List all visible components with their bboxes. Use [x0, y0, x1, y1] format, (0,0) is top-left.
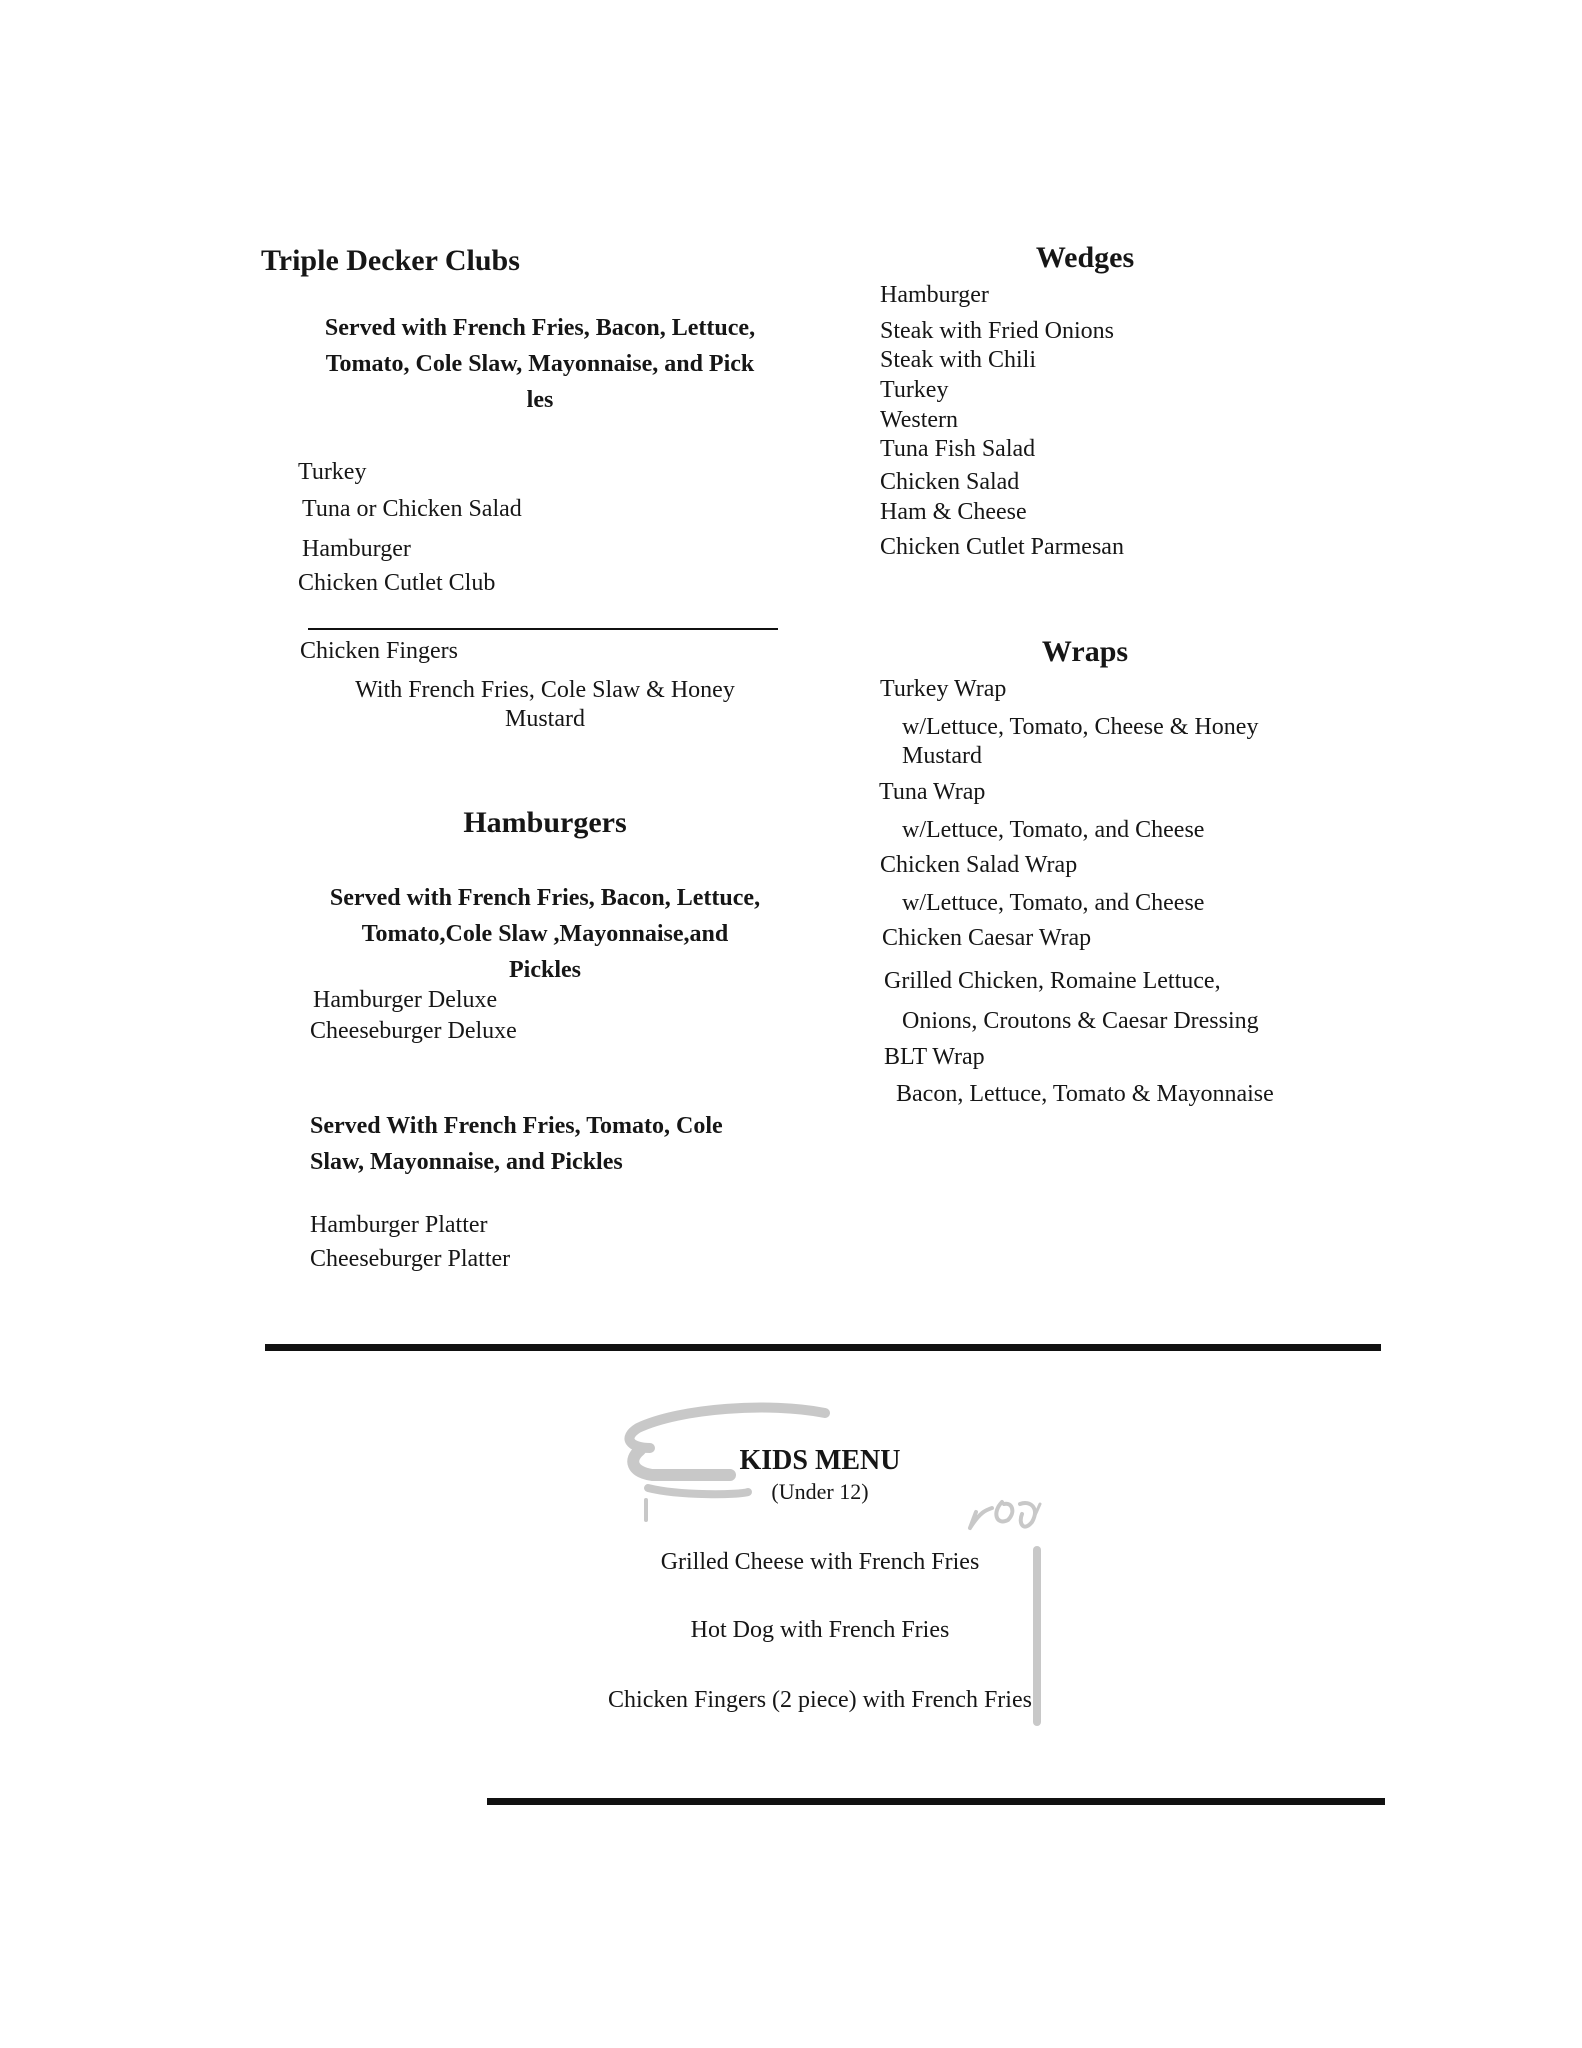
menu-item: Hamburger [880, 282, 989, 308]
menu-item: Chicken Cutlet Club [298, 570, 496, 596]
hamburgers-served-line-3: Pickles [509, 957, 581, 983]
platter-served-line-1: Served With French Fries, Tomato, Cole [310, 1113, 723, 1139]
chicken-fingers-desc-line-2: Mustard [505, 706, 585, 732]
wrap-item-name: BLT Wrap [884, 1044, 985, 1070]
section-divider [308, 628, 778, 630]
wrap-item-desc: Bacon, Lettuce, Tomato & Mayonnaise [896, 1081, 1274, 1107]
kids-menu-subtitle: (Under 12) [771, 1479, 869, 1504]
hamburgers-served-line-2: Tomato,Cole Slaw ,Mayonnaise,and [361, 921, 729, 947]
kids-menu-item: Grilled Cheese with French Fries [660, 1549, 980, 1575]
wrap-item-name: Chicken Salad Wrap [880, 852, 1078, 878]
menu-item: Tuna or Chicken Salad [302, 496, 522, 522]
menu-item: Turkey [298, 459, 367, 485]
menu-item: Hamburger Platter [310, 1212, 488, 1238]
kids-menu-title: KIDS MENU [739, 1445, 901, 1476]
wedges-title: Wedges [1035, 241, 1135, 274]
wrap-item-name: Chicken Caesar Wrap [882, 925, 1092, 951]
wrap-item-desc: Mustard [902, 743, 982, 769]
chicken-fingers-name: Chicken Fingers [300, 638, 458, 664]
menu-item: Steak with Fried Onions [880, 318, 1114, 344]
triple-decker-served-line-2: Tomato, Cole Slaw, Mayonnaise, and Pick [325, 351, 755, 377]
platter-served-line-2: Slaw, Mayonnaise, and Pickles [310, 1149, 623, 1175]
kids-menu-top-divider [265, 1344, 1381, 1351]
wraps-title: Wraps [1041, 635, 1129, 668]
kids-menu-item: Hot Dog with French Fries [690, 1617, 950, 1643]
triple-decker-title: Triple Decker Clubs [261, 244, 520, 277]
hamburgers-title: Hamburgers [463, 806, 627, 839]
menu-item: Chicken Salad [880, 469, 1020, 495]
menu-item: Chicken Cutlet Parmesan [880, 534, 1124, 560]
hamburgers-served-line-1: Served with French Fries, Bacon, Lettuce, [329, 885, 761, 911]
wrap-item-name: Tuna Wrap [879, 779, 986, 805]
menu-item: Turkey [880, 377, 949, 403]
menu-item: Steak with Chili [880, 347, 1036, 373]
wrap-item-desc: w/Lettuce, Tomato, and Cheese [902, 890, 1205, 916]
menu-item: Tuna Fish Salad [880, 436, 1036, 462]
menu-item: Hamburger [302, 536, 411, 562]
menu-item: Ham & Cheese [880, 499, 1027, 525]
menu-item: Cheeseburger Deluxe [310, 1018, 517, 1044]
chicken-fingers-desc-line-1: With French Fries, Cole Slaw & Honey [355, 677, 735, 703]
wrap-item-desc: Grilled Chicken, Romaine Lettuce, [884, 968, 1221, 994]
triple-decker-served-line-1: Served with French Fries, Bacon, Lettuce, [324, 315, 756, 341]
kids-menu-item: Chicken Fingers (2 piece) with French Fries [608, 1687, 1032, 1713]
menu-item: Hamburger Deluxe [313, 987, 498, 1013]
wrap-item-desc: w/Lettuce, Tomato, Cheese & Honey [902, 714, 1259, 740]
menu-item: Cheeseburger Platter [310, 1246, 511, 1272]
wrap-item-name: Turkey Wrap [880, 676, 1007, 702]
wrap-item-desc: Onions, Croutons & Caesar Dressing [902, 1008, 1259, 1034]
wrap-item-desc: w/Lettuce, Tomato, and Cheese [902, 817, 1205, 843]
kids-menu-bottom-divider [487, 1798, 1385, 1805]
menu-item: Western [880, 407, 959, 433]
triple-decker-served-line-3: les [526, 387, 554, 413]
